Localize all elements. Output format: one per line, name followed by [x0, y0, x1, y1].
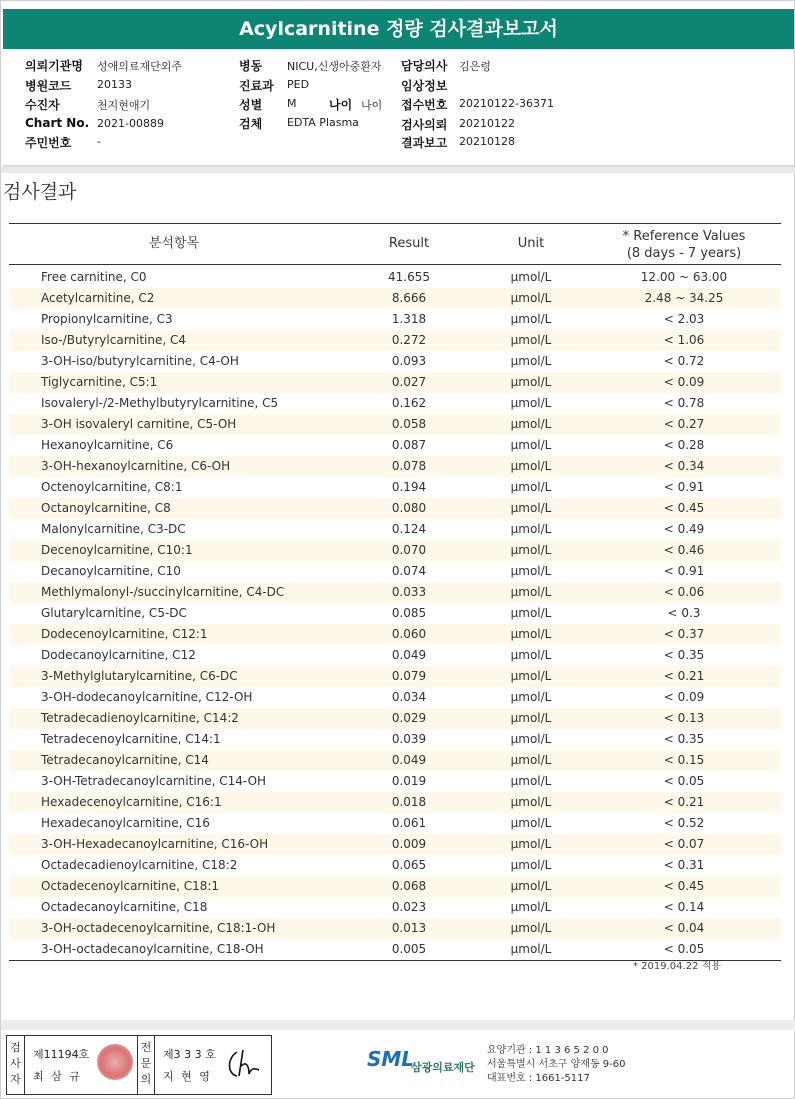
reference-value: < 0.27 — [663, 417, 705, 431]
header-unit: Unit — [517, 236, 545, 251]
reference-value: < 0.21 — [663, 669, 705, 683]
contact-line-2: 서울특별시 서초구 양재동 9-60 — [487, 1059, 626, 1070]
patient-info-panel — [3, 53, 794, 167]
result-value: 0.033 — [391, 585, 427, 599]
examiner-name: 최 삼 규 — [33, 1070, 82, 1083]
result-value: 8.666 — [391, 291, 427, 305]
unit-value: μmol/L — [510, 858, 552, 872]
table-body — [9, 265, 781, 960]
result-value: 0.023 — [391, 900, 427, 914]
analyte-name: Dodecanoylcarnitine, C12 — [41, 648, 196, 662]
signature-box — [6, 1035, 272, 1095]
result-value: 0.074 — [391, 564, 427, 578]
specimen-value: EDTA Plasma — [287, 116, 359, 129]
result-value: 0.080 — [391, 501, 427, 515]
analyte-name: Octadecenoylcarnitine, C18:1 — [41, 879, 220, 893]
unit-value: μmol/L — [510, 900, 552, 914]
divider-band — [1, 167, 795, 173]
result-value: 0.162 — [391, 396, 427, 410]
ward-value: NICU,신생아중환자 — [287, 60, 382, 73]
chart-no-value: 2021-00889 — [97, 117, 164, 130]
result-value: 41.655 — [388, 270, 430, 284]
reference-value: < 0.05 — [663, 942, 705, 956]
analyte-name: 3-OH-octadecenoylcarnitine, C18:1-OH — [41, 921, 276, 935]
analyte-name: Methlymalonyl-/succinylcarnitine, C4-DC — [41, 585, 285, 599]
result-value: 0.039 — [391, 732, 427, 746]
unit-value: μmol/L — [510, 354, 552, 368]
logo-mark: SML — [367, 1047, 415, 1071]
reference-value: < 0.72 — [663, 354, 705, 368]
result-value: 0.079 — [391, 669, 427, 683]
reference-value: < 0.45 — [663, 879, 705, 893]
age-value: 나이 — [361, 99, 383, 112]
reference-footnote: * 2019.04.22 적용 — [633, 961, 721, 972]
result-value: 0.013 — [391, 921, 427, 935]
table-row — [9, 309, 781, 330]
reference-value: 12.00 ~ 63.00 — [640, 270, 728, 284]
analyte-name: Tetradecanoylcarnitine, C14 — [41, 753, 209, 767]
result-value: 0.027 — [391, 375, 427, 389]
table-row — [9, 582, 781, 603]
analyte-name: Octadecadienoylcarnitine, C18:2 — [41, 858, 238, 872]
analyte-name: 3-Methylglutarylcarnitine, C6-DC — [41, 669, 238, 683]
reference-value: < 0.06 — [663, 585, 705, 599]
result-value: 0.029 — [391, 711, 427, 725]
specialist-vertical-label: 전 문 의 — [137, 1036, 155, 1094]
request-date-label: 검사의뢰 — [401, 118, 448, 132]
reference-value: < 0.37 — [663, 627, 705, 641]
table-row — [9, 456, 781, 477]
reference-value: < 0.45 — [663, 501, 705, 515]
result-value: 0.068 — [391, 879, 427, 893]
reference-value: < 0.14 — [663, 900, 705, 914]
section-title: 검사결과 — [3, 181, 77, 203]
result-value: 0.049 — [391, 753, 427, 767]
analyte-name: Octadecanoylcarnitine, C18 — [41, 900, 208, 914]
result-value: 0.061 — [391, 816, 427, 830]
specialist-license: 제3 3 3 호 — [163, 1048, 216, 1061]
request-date-value: 20210122 — [459, 117, 515, 130]
analyte-name: Hexadecenoylcarnitine, C16:1 — [41, 795, 222, 809]
ward-label: 병동 — [239, 59, 263, 73]
table-row — [9, 624, 781, 645]
unit-value: μmol/L — [510, 501, 552, 515]
doctor-value: 김은령 — [459, 60, 491, 73]
result-value: 0.124 — [391, 522, 427, 536]
chart-no-label: Chart No. — [25, 116, 90, 130]
analyte-name: Isovaleryl-/2-Methylbutyrylcarnitine, C5 — [41, 396, 279, 410]
institution-label: 의뢰기관명 — [25, 59, 83, 73]
examiner-seal — [97, 1044, 133, 1080]
institution-value: 성애의료재단외주 — [97, 60, 183, 73]
unit-value: μmol/L — [510, 417, 552, 431]
result-value: 0.093 — [391, 354, 427, 368]
result-value: 0.070 — [391, 543, 427, 557]
table-row — [9, 855, 781, 876]
analyte-name: Hexadecanoylcarnitine, C16 — [41, 816, 210, 830]
unit-value: μmol/L — [510, 522, 552, 536]
reference-value: < 0.46 — [663, 543, 705, 557]
table-row — [9, 771, 781, 792]
report-date-label: 결과보고 — [401, 136, 448, 150]
result-value: 0.009 — [391, 837, 427, 851]
result-value: 0.272 — [391, 333, 427, 347]
analyte-name: Acetylcarnitine, C2 — [41, 291, 155, 305]
dept-value: PED — [287, 78, 310, 91]
header-item: 분석항목 — [148, 236, 200, 251]
result-value: 0.087 — [391, 438, 427, 452]
result-value: 0.034 — [391, 690, 427, 704]
unit-value: μmol/L — [510, 795, 552, 809]
reference-value: < 1.06 — [663, 333, 705, 347]
unit-value: μmol/L — [510, 837, 552, 851]
receipt-no-value: 20210122-36371 — [459, 97, 554, 110]
unit-value: μmol/L — [510, 375, 552, 389]
table-row — [9, 267, 781, 288]
unit-value: μmol/L — [510, 312, 552, 326]
table-row — [9, 561, 781, 582]
reference-value: < 0.05 — [663, 774, 705, 788]
analyte-name: Tetradecenoylcarnitine, C14:1 — [41, 732, 221, 746]
reference-value: < 0.15 — [663, 753, 705, 767]
unit-value: μmol/L — [510, 480, 552, 494]
analyte-name: 3-OH-dodecanoylcarnitine, C12-OH — [41, 690, 253, 704]
table-row — [9, 414, 781, 435]
table-row — [9, 372, 781, 393]
analyte-name: Decenoylcarnitine, C10:1 — [41, 543, 193, 557]
reference-value: < 2.03 — [663, 312, 705, 326]
contact-line-1: 요양기관 : 1 1 3 6 5 2 0 0 — [487, 1045, 609, 1056]
examiner-license: 제11194호 — [33, 1048, 90, 1061]
result-value: 0.060 — [391, 627, 427, 641]
table-header — [9, 223, 781, 265]
specialist-signature — [223, 1046, 263, 1082]
reference-value: < 0.34 — [663, 459, 705, 473]
table-row — [9, 792, 781, 813]
age-label: 나이 — [329, 98, 353, 112]
analyte-name: Tiglycarnitine, C5:1 — [41, 375, 158, 389]
analyte-name: Iso-/Butyrylcarnitine, C4 — [41, 333, 187, 347]
analyte-name: Octanoylcarnitine, C8 — [41, 501, 171, 515]
unit-value: μmol/L — [510, 585, 552, 599]
table-row — [9, 351, 781, 372]
reference-value: < 0.91 — [663, 480, 705, 494]
table-row — [9, 918, 781, 939]
table-row — [9, 645, 781, 666]
unit-value: μmol/L — [510, 669, 552, 683]
unit-value: μmol/L — [510, 627, 552, 641]
analyte-name: 3-OH-Tetradecanoylcarnitine, C14-OH — [41, 774, 267, 788]
unit-value: μmol/L — [510, 543, 552, 557]
analyte-name: Dodecenoylcarnitine, C12:1 — [41, 627, 208, 641]
result-value: 0.018 — [391, 795, 427, 809]
table-row — [9, 750, 781, 771]
result-value: 0.019 — [391, 774, 427, 788]
result-value: 0.005 — [391, 942, 427, 956]
doctor-label: 담당의사 — [401, 59, 448, 73]
analyte-name: 3-OH-octadecanoylcarnitine, C18-OH — [41, 942, 264, 956]
footer-band — [1, 1020, 795, 1030]
table-row — [9, 435, 781, 456]
reference-value: < 0.28 — [663, 438, 705, 452]
reference-value: < 0.21 — [663, 795, 705, 809]
examiner-vertical-label: 검 사 자 — [7, 1036, 25, 1094]
unit-value: μmol/L — [510, 732, 552, 746]
specialist-name: 지 현 영 — [163, 1070, 212, 1083]
unit-value: μmol/L — [510, 690, 552, 704]
logo-name: 삼광의료재단 — [411, 1061, 475, 1074]
results-table — [9, 223, 781, 962]
table-row — [9, 330, 781, 351]
unit-value: μmol/L — [510, 648, 552, 662]
result-value: 1.318 — [391, 312, 427, 326]
table-row — [9, 729, 781, 750]
table-row — [9, 477, 781, 498]
header-reference-line1: * Reference Values — [622, 229, 746, 244]
result-value: 0.078 — [391, 459, 427, 473]
sex-label: 성별 — [239, 98, 263, 112]
reference-value: < 0.04 — [663, 921, 705, 935]
table-row — [9, 288, 781, 309]
table-row — [9, 519, 781, 540]
reference-value: < 0.09 — [663, 375, 705, 389]
result-value: 0.085 — [391, 606, 427, 620]
sex-value: M — [287, 97, 297, 110]
unit-value: μmol/L — [510, 291, 552, 305]
table-row — [9, 708, 781, 729]
reference-value: < 0.31 — [663, 858, 705, 872]
specimen-label: 검체 — [239, 117, 263, 131]
table-row — [9, 687, 781, 708]
result-value: 0.065 — [391, 858, 427, 872]
hospital-code-value: 20133 — [97, 78, 132, 91]
patient-value: 천지현애기 — [97, 99, 151, 112]
unit-value: μmol/L — [510, 333, 552, 347]
hospital-code-label: 병원코드 — [25, 79, 72, 93]
unit-value: μmol/L — [510, 879, 552, 893]
reference-value: 2.48 ~ 34.25 — [644, 291, 724, 305]
analyte-name: 3-OH-iso/butyrylcarnitine, C4-OH — [41, 354, 239, 368]
analyte-name: Propionylcarnitine, C3 — [41, 312, 173, 326]
reference-value: < 0.35 — [663, 648, 705, 662]
unit-value: μmol/L — [510, 270, 552, 284]
unit-value: μmol/L — [510, 438, 552, 452]
reference-value: < 0.35 — [663, 732, 705, 746]
unit-value: μmol/L — [510, 921, 552, 935]
unit-value: μmol/L — [510, 564, 552, 578]
unit-value: μmol/L — [510, 459, 552, 473]
unit-value: μmol/L — [510, 942, 552, 956]
analyte-name: Glutarylcarnitine, C5-DC — [41, 606, 187, 620]
reference-value: < 0.49 — [663, 522, 705, 536]
reference-value: < 0.91 — [663, 564, 705, 578]
header-result: Result — [388, 236, 430, 251]
reference-value: < 0.52 — [663, 816, 705, 830]
reference-value: < 0.13 — [663, 711, 705, 725]
header-reference — [597, 228, 771, 262]
report-date-value: 20210128 — [459, 135, 515, 148]
reference-value: < 0.3 — [667, 606, 701, 620]
analyte-name: Tetradecadienoylcarnitine, C14:2 — [41, 711, 239, 725]
table-row — [9, 540, 781, 561]
header-reference-line2: (8 days - 7 years) — [626, 246, 742, 261]
unit-value: μmol/L — [510, 753, 552, 767]
table-row — [9, 876, 781, 897]
table-row — [9, 603, 781, 624]
analyte-name: Octenoylcarnitine, C8:1 — [41, 480, 183, 494]
contact-line-3: 대표번호 : 1661-5117 — [487, 1073, 590, 1084]
resident-no-label: 주민번호 — [25, 136, 72, 150]
unit-value: μmol/L — [510, 816, 552, 830]
unit-value: μmol/L — [510, 711, 552, 725]
result-value: 0.049 — [391, 648, 427, 662]
table-row — [9, 813, 781, 834]
analyte-name: 3-OH isovaleryl carnitine, C5-OH — [41, 417, 237, 431]
reference-value: < 0.07 — [663, 837, 705, 851]
analyte-name: 3-OH-hexanoylcarnitine, C6-OH — [41, 459, 231, 473]
unit-value: μmol/L — [510, 396, 552, 410]
clinical-info-label: 임상정보 — [401, 79, 448, 93]
reference-value: < 0.09 — [663, 690, 705, 704]
table-row — [9, 834, 781, 855]
table-row — [9, 498, 781, 519]
reference-value: < 0.78 — [663, 396, 705, 410]
patient-label: 수진자 — [25, 98, 60, 112]
table-row — [9, 897, 781, 918]
table-row — [9, 666, 781, 687]
result-value: 0.058 — [391, 417, 427, 431]
analyte-name: 3-OH-Hexadecanoylcarnitine, C16-OH — [41, 837, 269, 851]
analyte-name: Free carnitine, C0 — [41, 270, 147, 284]
resident-no-value: - — [97, 135, 101, 148]
receipt-no-label: 접수번호 — [401, 98, 448, 112]
unit-value: μmol/L — [510, 774, 552, 788]
result-value: 0.194 — [391, 480, 427, 494]
report-title: Acylcarnitine 정량 검사결과보고서 — [3, 9, 794, 49]
table-row — [9, 393, 781, 414]
unit-value: μmol/L — [510, 606, 552, 620]
analyte-name: Hexanoylcarnitine, C6 — [41, 438, 174, 452]
analyte-name: Decanoylcarnitine, C10 — [41, 564, 181, 578]
contact-info — [487, 1044, 626, 1086]
analyte-name: Malonylcarnitine, C3-DC — [41, 522, 186, 536]
dept-label: 진료과 — [239, 79, 274, 93]
